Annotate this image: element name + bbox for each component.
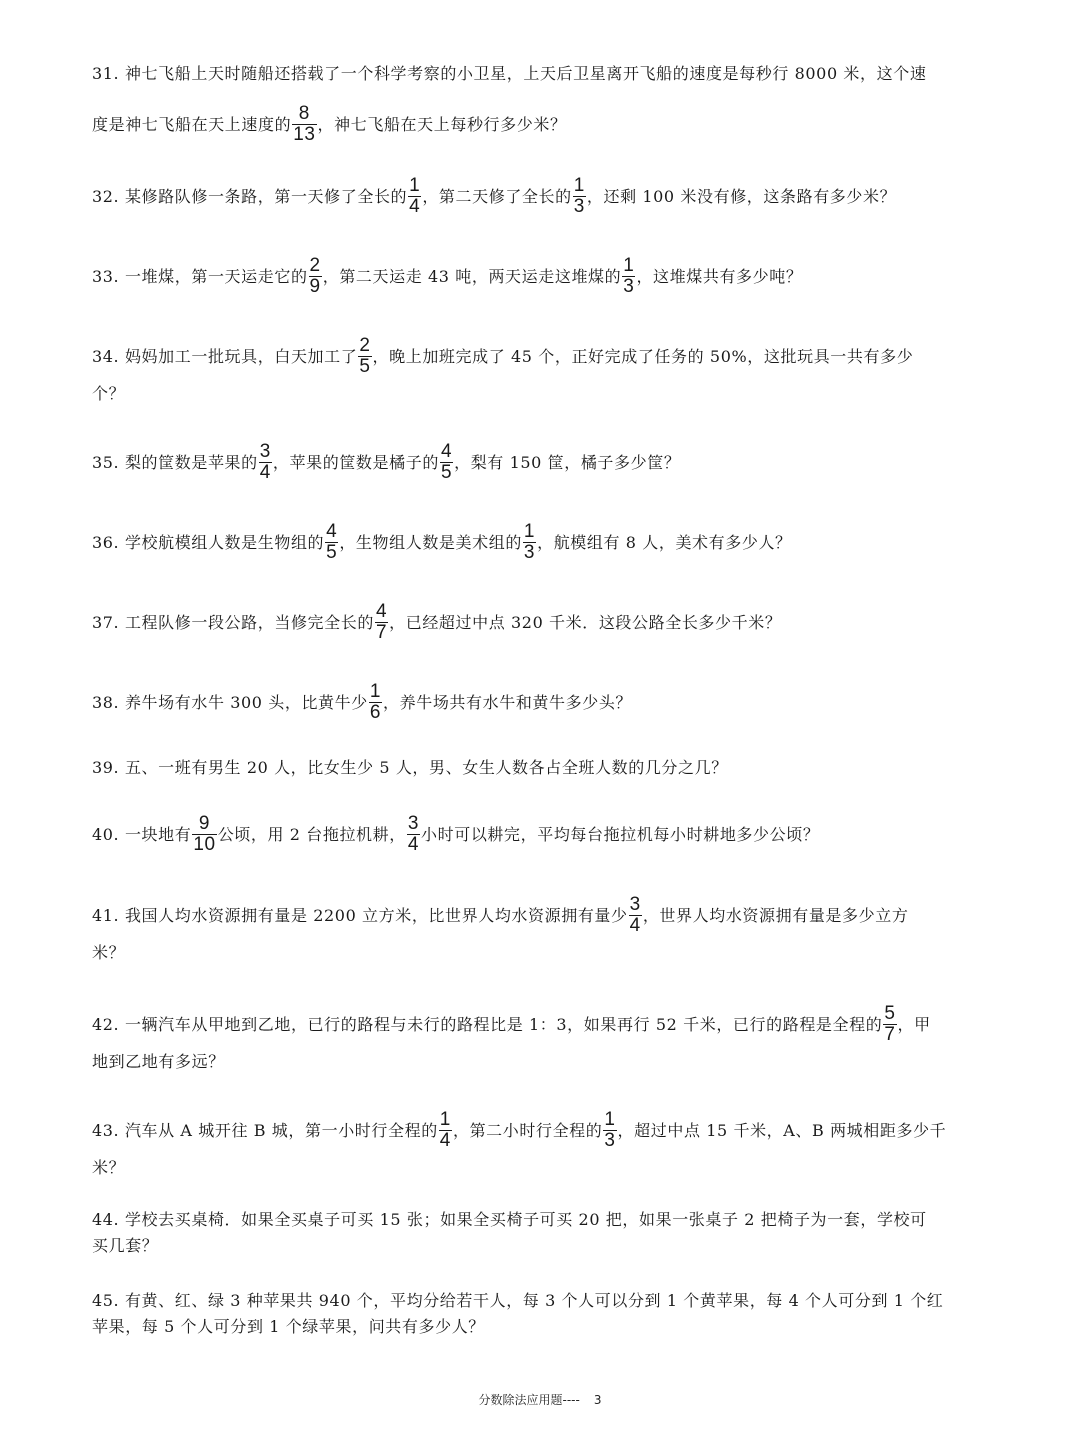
question-line [92,441,982,483]
fraction-numerator: 9 [198,813,211,834]
page-number: 3 [593,1393,602,1407]
question-text: 小时可以耕完，平均每台拖拉机每小时耕地多少公顷？ [421,825,820,844]
question-text: ，苹果的筐数是橘子的 [272,453,439,472]
fraction-numerator: 3 [259,441,271,462]
question-34 [92,335,982,406]
question-line [92,1315,982,1339]
question-number: 42. [92,1015,125,1034]
fraction-numerator: 1 [369,681,382,702]
question-text: 养牛场有水牛 300 头，比黄牛少 [124,693,368,712]
question-text: 学校去买桌椅．如果全买桌子可买 15 张；如果全买椅子可买 20 把，如果一张桌子 2 把椅子为一套，学校可 [124,1210,927,1229]
fraction-numerator: 1 [604,1109,616,1130]
fraction [523,523,536,562]
fraction-numerator: 1 [623,255,635,276]
question-text: 学校航模组人数是生物组的 [124,533,325,552]
question-number: 39. [92,758,125,777]
fraction-denominator: 6 [369,702,382,723]
question-text: ，第二小时行全程的 [452,1121,603,1140]
fraction-denominator: 10 [193,834,216,855]
fraction [408,177,421,216]
question-number: 32. [92,187,125,206]
fraction [440,443,453,482]
question-line [92,175,982,217]
fraction-denominator: 3 [604,1130,616,1151]
question-number: 45. [92,1291,125,1310]
question-45 [92,1289,982,1339]
fraction-denominator: 9 [309,276,321,297]
question-43 [92,1109,982,1180]
question-line [92,1050,982,1074]
question-38 [92,681,982,723]
question-line [92,894,982,936]
fraction-numerator: 1 [523,521,536,542]
fraction-denominator: 13 [293,124,316,145]
question-31 [92,62,982,145]
question-text: ，航模组有 8 人，美术有多少人？ [537,533,792,552]
question-text: ，甲 [897,1015,931,1034]
question-line [92,941,982,965]
fraction-denominator: 3 [573,196,585,217]
question-text: ，生物组人数是美术组的 [339,533,522,552]
question-text: ，第二天修了全长的 [422,187,572,206]
question-line [92,62,982,86]
question-text: ，第二天运走 43 吨，两天运走这堆煤的 [322,267,622,286]
fraction-numerator: 1 [573,175,585,196]
question-number: 35. [92,453,125,472]
question-text: 工程队修一段公路，当修完全长的 [124,613,374,632]
question-text: 米？ [92,943,126,962]
question-number: 41. [92,906,125,925]
fraction [622,257,635,296]
fraction-denominator: 4 [439,1130,451,1151]
fraction-numerator: 2 [359,335,371,356]
fraction-numerator: 4 [326,521,338,542]
question-text: 苹果，每 5 个人可分到 1 个绿苹果，问共有多少人？ [92,1317,485,1336]
question-line [92,255,982,297]
question-text: 某修路队修一条路，第一天修了全长的 [124,187,408,206]
question-text: ，晚上加班完成了 45 个，正好完成了任务的 50%，这批玩具一共有多少 [372,347,914,366]
question-text: ，神七飞船在天上每秒行多少米？ [317,115,567,134]
fraction-numerator: 5 [884,1003,896,1024]
fraction-denominator: 7 [375,622,388,643]
question-line [92,382,982,406]
fraction-numerator: 2 [309,255,321,276]
question-number: 36. [92,533,125,552]
fraction [192,815,216,854]
fraction-numerator: 4 [440,441,453,462]
question-37 [92,601,982,643]
fraction [573,177,586,216]
fraction-denominator: 5 [359,356,371,377]
question-line [92,1003,982,1045]
fraction [883,1005,896,1044]
question-text: ，世界人均水资源拥有量是多少立方 [642,906,909,925]
question-line [92,1156,982,1180]
question-number: 37. [92,613,125,632]
fraction-denominator: 4 [259,462,271,483]
fraction-denominator: 3 [623,276,635,297]
question-text: 五、一班有男生 20 人，比女生少 5 人，男、女生人数各占全班人数的几分之几？ [124,758,728,777]
question-text: 度是神七飞船在天上速度的 [92,115,292,134]
fraction [292,105,316,144]
fraction-denominator: 4 [409,196,421,217]
question-text: 神七飞船上天时随船还搭载了一个科学考察的小卫星，上天后卫星离开飞船的速度是每秒行 8000 米，这个速 [124,64,927,83]
question-line [92,521,982,563]
question-line [92,756,982,780]
question-line [92,1234,982,1258]
question-text: ，还剩 100 米没有修，这条路有多少米？ [586,187,897,206]
question-text: 一辆汽车从甲地到乙地，已行的路程与未行的路程比是 1：3，如果再行 52 千米，已行的路程是全程的 [124,1015,883,1034]
question-text: 我国人均水资源拥有量是 2200 立方米，比世界人均水资源拥有量少 [124,906,628,925]
question-text: 个？ [92,384,126,403]
fraction-numerator: 1 [439,1109,451,1130]
question-line [92,813,982,855]
fraction [259,443,272,482]
question-text: 汽车从 A 城开往 B 城，第一小时行全程的 [124,1121,438,1140]
question-35 [92,441,982,483]
question-text: ，已经超过中点 320 千米．这段公路全长多少千米？ [389,613,782,632]
footer-title: 分数除法应用题---- [478,1393,580,1407]
question-text: 梨的筐数是苹果的 [124,453,258,472]
question-40 [92,813,982,855]
question-text: 妈妈加工一批玩具，白天加工了 [124,347,358,366]
fraction [369,683,382,722]
question-line [92,1109,982,1151]
question-text: 买几套？ [92,1236,159,1255]
question-number: 38. [92,693,125,712]
question-text: ，梨有 150 筐，橘子多少筐？ [454,453,681,472]
fraction [309,257,322,296]
question-44 [92,1208,982,1258]
fraction [407,815,420,854]
question-number: 43. [92,1121,125,1140]
question-text: 一块地有 [124,825,192,844]
fraction-numerator: 3 [407,813,420,834]
fraction [439,1111,452,1150]
fraction-denominator: 4 [629,915,641,936]
question-number: 44. [92,1210,125,1229]
fraction-denominator: 5 [440,462,453,483]
question-line [92,103,982,145]
question-text: ，超过中点 15 千米，A、B 两城相距多少千 [617,1121,947,1140]
question-text: ，养牛场共有水牛和黄牛多少头？ [383,693,633,712]
question-line [92,681,982,723]
page-footer [0,1391,1080,1408]
fraction [375,603,388,642]
question-line [92,1289,982,1313]
question-text: 米？ [92,1158,126,1177]
question-number: 40. [92,825,125,844]
question-39 [92,756,982,780]
question-number: 33. [92,267,125,286]
question-number: 31. [92,64,125,83]
question-32 [92,175,982,217]
fraction-numerator: 1 [409,175,421,196]
fraction-denominator: 5 [326,542,338,563]
question-text: 一堆煤，第一天运走它的 [124,267,308,286]
fraction-denominator: 4 [407,834,420,855]
fraction-numerator: 8 [298,103,310,124]
fraction-numerator: 3 [629,894,641,915]
fraction-numerator: 4 [375,601,388,622]
question-line [92,335,982,377]
question-line [92,601,982,643]
fraction-denominator: 7 [884,1024,896,1045]
fraction [629,896,642,935]
question-41 [92,894,982,965]
question-text: 公顷，用 2 台拖拉机耕， [217,825,406,844]
fraction [358,337,371,376]
fraction [603,1111,616,1150]
question-line [92,1208,982,1232]
question-text: 有黄、红、绿 3 种苹果共 940 个，平均分给若干人，每 3 个人可以分到 1 个黄苹果，每 4 个人可分到 1 个红 [124,1291,944,1310]
question-33 [92,255,982,297]
question-text: 地到乙地有多远？ [92,1052,225,1071]
fraction [325,523,338,562]
question-text: ，这堆煤共有多少吨？ [636,267,803,286]
question-36 [92,521,982,563]
fraction-denominator: 3 [523,542,536,563]
question-number: 34. [92,347,125,366]
question-42 [92,1003,982,1074]
